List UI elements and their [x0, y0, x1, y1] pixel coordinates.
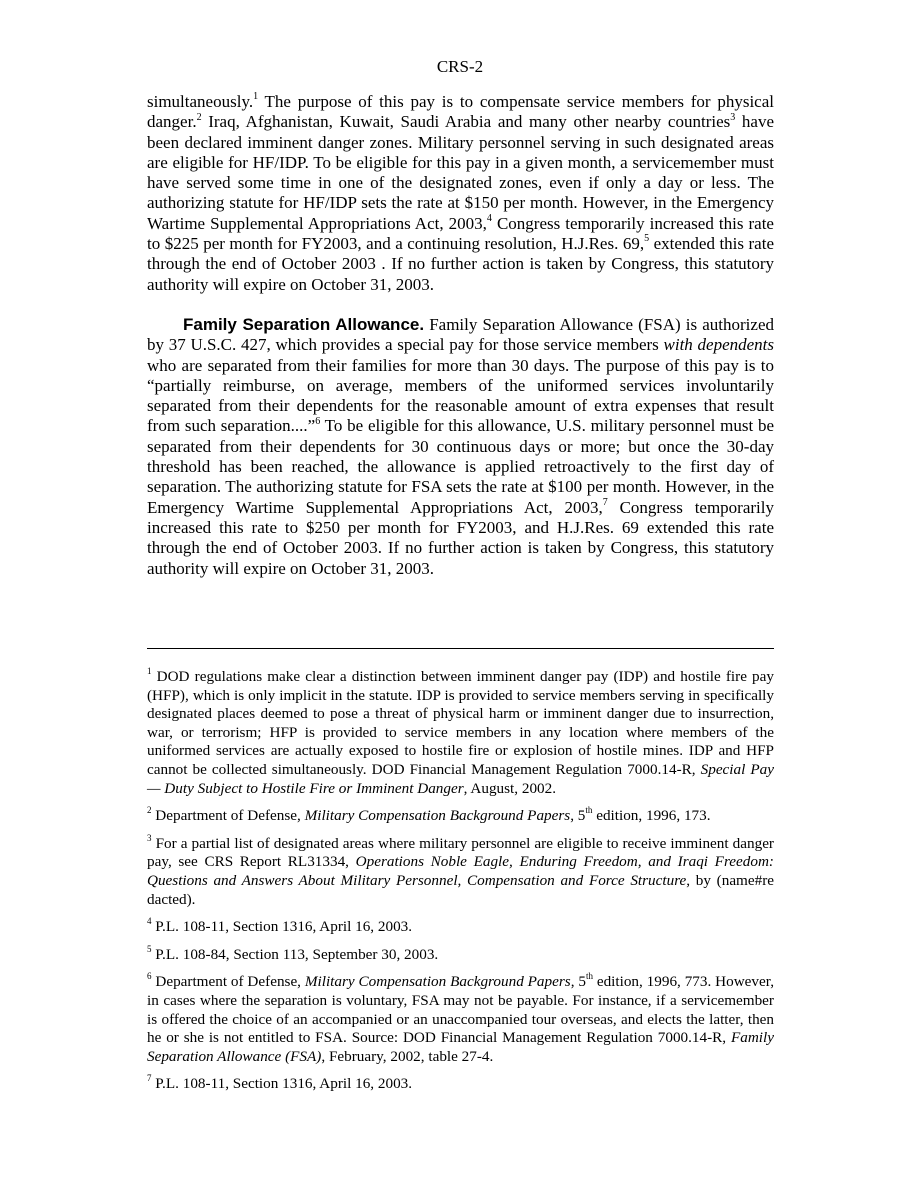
text-run: To be eligible for this allowance, U.S. military personnel must be separated from their dependents for 30 continuous days or more; but once the 30-day threshold has been reached, the allowance is applied retroactively to the first day of separation. The authorizing statute for FSA sets the rate at $100 per month. However, in the Emergency Wartime Supplemental Appropriations Act, 2003,	[147, 416, 774, 517]
section-heading-fsa: Family Separation Allowance.	[183, 314, 425, 334]
footnote-3	[147, 832, 775, 909]
text-run: DOD regulations make clear a distinction between imminent danger pay (IDP) and hostile fire pay (HFP), which is only implicit in the statute. IDP is provided to service members serving in specifically designated places deemed to pose a threat of physical harm or imminent danger due to insurrection, war, or terrorism; HFP is provided to service members in any location where members of the uniformed services are actually exposed to hostile fire or explosion of hostile mines. IDP and HFP cannot be collected simultaneously. DOD Financial Management Regulation 7000.14-R,	[147, 668, 774, 778]
text-run: , 5	[570, 973, 586, 991]
ordinal-suffix: th	[585, 971, 593, 982]
footnote-ref-1[interactable]: 1	[253, 91, 259, 103]
footnote-number: 1	[147, 665, 152, 676]
footnote-ref-4[interactable]: 4	[486, 213, 492, 225]
footnote-number: 6	[147, 971, 152, 982]
text-run: Department of Defense,	[151, 973, 305, 991]
text-run: , August, 2002.	[463, 779, 557, 797]
footnote-ref-6[interactable]: 6	[315, 415, 321, 427]
paragraph-hf-idp	[147, 92, 774, 295]
footnote-ref-7[interactable]: 7	[602, 496, 608, 508]
italic-run: Family Separation Allowance (FSA)	[147, 1029, 774, 1065]
footnote-5	[147, 943, 774, 965]
body-text	[147, 92, 774, 579]
text-run: Family Separation Allowance (FSA) is authorized by 37 U.S.C. 427, which provides a special pay for those service members	[147, 314, 774, 355]
footnote-ref-5[interactable]: 5	[644, 233, 650, 245]
text-run: Iraq, Afghanistan, Kuwait, Saudi Arabia and many other nearby countries	[201, 112, 731, 132]
footnote-number: 3	[147, 832, 152, 843]
footnote-4	[147, 918, 774, 937]
footnote-2	[147, 807, 774, 826]
text-run: For a partial list of designated areas where military personnel are eligible to receive imminent danger pay, see CRS Report RL31334,	[147, 834, 774, 871]
text-run: , 5	[570, 807, 586, 825]
footnote-ref-3[interactable]: 3	[730, 111, 736, 123]
italic-run: Military Compensation Background Papers	[304, 973, 571, 991]
text-run: , February, 2002, table 27-4.	[321, 1047, 494, 1065]
text-run: edition, 1996, 173.	[592, 807, 711, 825]
footnote-6	[147, 973, 774, 1066]
footnote-number: 4	[147, 916, 152, 927]
footnote-divider	[147, 648, 774, 649]
text-run: , by (name#re dacted).	[147, 871, 775, 908]
page-header: CRS-2	[436, 57, 484, 76]
text-run: P.L. 108-84, Section 113, September 30, 2003.	[151, 945, 439, 963]
ordinal-suffix: th	[585, 805, 593, 816]
text-run: simultaneously.	[147, 92, 254, 111]
italic-run: Special Pay — Duty Subject to Hostile Fire or Imminent Danger	[147, 760, 774, 797]
italic-run: Military Compensation Background Papers	[304, 807, 571, 825]
italic-run: with dependents	[663, 335, 774, 355]
footnote-number: 7	[147, 1073, 152, 1084]
text-run: Congress temporarily increased this rate to $250 per month for FY2003, and H.J.Res. 69 extended this rate through the end of October 2003. If no further action is taken by Congress, this statutory authority will expire on October 31, 2003.	[147, 497, 774, 578]
text-run: who are separated from their families for more than 30 days. The purpose of this pay is to “partially reimburse, on average, members of the uniformed services involuntarily separated from their dependents for the reasonable amount of extra expenses that result from such separation....”	[147, 355, 774, 436]
text-run: edition, 1996, 773. However, in cases where the separation is voluntary, FSA may not be payable. For instance, if a servicemember is offered the choice of an accompanied or an unaccompanied tour overseas, and elects the latter, then he or she is not entitled to FSA. Source: DOD Financial Management Regulation 7000.14-R,	[147, 973, 775, 1047]
italic-run: Operations Noble Eagle, Enduring Freedom, and Iraqi Freedom: Questions and Answers About Military Personnel, Compensation and Force Structure	[147, 853, 774, 889]
text-run: P.L. 108-11, Section 1316, April 16, 2003.	[151, 918, 413, 936]
text-run: The purpose of this pay is to compensate service members for physical danger.	[147, 92, 774, 132]
text-run: Department of Defense,	[151, 807, 305, 825]
text-run: Congress temporarily increased this rate to $225 per month for FY2003, and a continuing resolution, H.J.Res. 69,	[147, 213, 774, 254]
text-run: P.L. 108-11, Section 1316, April 16, 2003.	[151, 1075, 413, 1093]
footnote-ref-2[interactable]: 2	[196, 111, 202, 123]
footnote-number: 5	[147, 943, 152, 954]
footnote-7	[147, 1075, 774, 1094]
footnote-number: 2	[147, 805, 152, 816]
footnote-1	[147, 665, 774, 798]
paragraph-fsa	[147, 315, 774, 579]
text-run: extended this rate through the end of October 2003 . If no further action is taken by Congress, this statutory authority will expire on October 31, 2003.	[147, 234, 774, 294]
text-run: have been declared imminent danger zones. Military personnel serving in such designated areas are eligible for HF/IDP. To be eligible for this pay in a given month, a servicemember must have served some time in one of the designated zones, even if only a day or less. The authorizing statute for HF/IDP sets the rate at $150 per month. However, in the Emergency Wartime Supplemental Appropriations Act, 2003,	[147, 112, 774, 233]
footnotes-section	[147, 665, 775, 1103]
